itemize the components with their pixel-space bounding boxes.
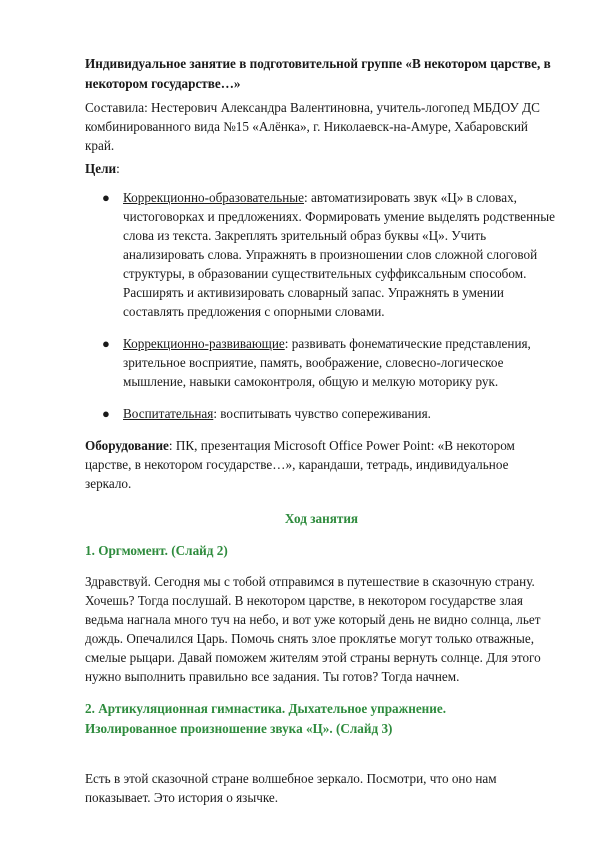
goals-heading-label: Цели (85, 161, 117, 176)
section2-heading-line1: 2. Артикуляционная гимнастика. Дыхательное упражнение. (85, 701, 447, 716)
goal-item (85, 188, 558, 321)
goals-heading (85, 159, 558, 178)
section2-heading (85, 699, 558, 739)
course-heading: Ход занятия (284, 511, 359, 526)
goal-item (85, 404, 558, 423)
section1-heading: 1. Оргмомент. (Слайд 2) (85, 543, 228, 558)
section1-text: Здравствуй. Сегодня мы с тобой отправимся в путешествие в сказочную страну. Хочешь? Тогда послушай. В некотором царстве, в некотором государстве злая ведьма нагнала много туч на небо, и вот уже который день не видно солнца, льет дождь. Опечалился Царь. Помочь снять злое проклятье могут только отважные, смелые рыцари. Давай поможем жителям этой страны вернуть солнце. Для этого нужно выполнить правильно все задания. Ты готов? Тогда начнем. (85, 574, 541, 684)
goal-item (85, 334, 558, 391)
section2-text: Есть в этой сказочной стране волшебное зеркало. Посмотри, что оно нам показывает. Это история о язычке. (85, 771, 497, 805)
author-line: Составила: Нестерович Александра Валентиновна, учитель-логопед МБДОУ ДС комбинированного вида №15 «Алёнка», г. Николаевск-на-Амуре, Хабаровский край. (85, 100, 540, 153)
section2-heading-line2: Изолированное произношение звука «Ц». (Слайд 3) (85, 721, 393, 736)
goal-term: Коррекционно-образовательные (123, 190, 305, 205)
goals-heading-colon: : (116, 161, 120, 176)
goal-term: Коррекционно-развивающие (123, 336, 285, 351)
goal-text: : воспитывать чувство сопереживания. (213, 406, 431, 421)
bullet-icon: ● (102, 190, 110, 205)
bullet-icon: ● (102, 336, 110, 351)
bullet-icon: ● (102, 406, 110, 421)
goal-text: : развивать фонематические представления, зрительное восприятие, память, воображение, словесно-логическое мышление, навыки самоконтроля, общую и мелкую моторику рук. (123, 336, 531, 389)
goal-text: : автоматизировать звук «Ц» в словах, чистоговорках и предложениях. Формировать умение выделять родственные слова из текста. Закреплять зрительный образ буквы «Ц». Учить анализировать слова. Упражнять в произношении слов сложной слоговой структуры, в образовании существительных суффиксальным способом. Расширять и активизировать словарный запас. Упражнять в умении составлять предложения с опорными словами. (123, 190, 555, 319)
equipment-text: : ПК, презентация Microsoft Office Power Point: «В некотором царстве, в некотором государстве…», карандаши, тетрадь, индивидуальное зеркало. (85, 438, 515, 491)
equipment-paragraph (85, 436, 558, 493)
equipment-label: Оборудование (85, 438, 169, 453)
goals-list (85, 188, 558, 423)
goal-term: Воспитательная (123, 406, 214, 421)
document-page (85, 54, 558, 807)
document-title: Индивидуальное занятие в подготовительной группе «В некотором царстве, в некотором государстве…» (85, 56, 551, 91)
